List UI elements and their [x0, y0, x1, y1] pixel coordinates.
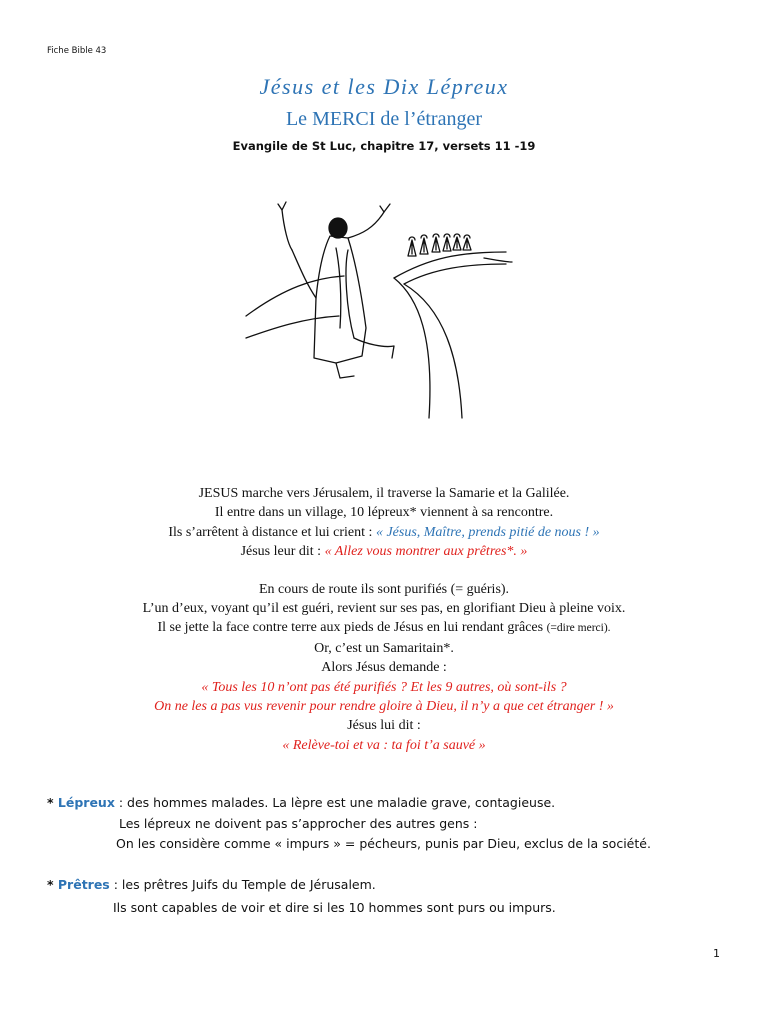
story-text-part: Ils s’arrêtent à distance et lui crient : [168, 524, 376, 540]
story-line: Or, c’est un Samaritain*. [314, 640, 454, 656]
story-line: JESUS marche vers Jérusalem, il traverse la Samarie et la Galilée. [198, 486, 570, 501]
quote-jesus: « Relève-toi et va : ta foi t’a sauvé » [282, 737, 486, 753]
glossary-term: Lépreux [57, 795, 115, 810]
story-text-part: Jésus leur dit : [240, 544, 325, 560]
glossary-line: On les considère comme « impurs » = pécheurs, punis par Dieu, exclus de la société. [116, 836, 651, 851]
quote-jesus: « Allez vous montrer aux prêtres*. » [324, 544, 528, 560]
story-note: (=dire merci). [546, 622, 611, 635]
glossary-entry-pretres [47, 875, 376, 895]
glossary-definition: : des hommes malades. La lèpre est une maladie grave, contagieuse. [114, 795, 556, 810]
glossary-term: Prêtres [57, 877, 110, 892]
story-line: Il entre dans un village, 10 lépreux* viennent à sa rencontre. [214, 505, 554, 521]
story-text-part: Il se jette la face contre terre aux pieds de Jésus en lui rendant grâces [157, 620, 547, 636]
page-subtitle: Le MERCI de l’étranger [285, 108, 483, 130]
glossary-line: Les lépreux ne doivent pas s’approcher des autres gens : [119, 816, 478, 831]
story-line: En cours de route ils sont purifiés (= guéris). [258, 581, 510, 597]
asterisk: * [47, 877, 58, 892]
glossary-definition: : les prêtres Juifs du Temple de Jérusalem. [109, 877, 376, 892]
document-header: Fiche Bible 43 [47, 46, 107, 56]
quote-lepers: « Jésus, Maître, prends pitié de nous ! » [375, 524, 600, 540]
bible-reference: Evangile de St Luc, chapitre 17, versets 11 -19 [232, 139, 536, 153]
glossary-entry-lepreux [47, 793, 555, 813]
quote-jesus: « Tous les 10 n’ont pas été purifiés ? Et les 9 autres, où sont-ils ? [201, 679, 567, 695]
story-line: L’un d’eux, voyant qu’il est guéri, revient sur ses pas, en glorifiant Dieu à pleine voix. [142, 601, 626, 617]
asterisk: * [47, 795, 58, 810]
story-line: Alors Jésus demande : [321, 660, 447, 676]
quote-jesus: On ne les a pas vus revenir pour rendre gloire à Dieu, il n’y a que cet étranger ! » [154, 699, 614, 715]
story-line: Jésus lui dit : [347, 718, 421, 734]
page-number: 1 [713, 947, 720, 960]
page-title: Jésus et les Dix Lépreux [259, 74, 509, 99]
glossary-line: Ils sont capables de voir et dire si les 10 hommes sont purs ou impurs. [113, 900, 556, 915]
